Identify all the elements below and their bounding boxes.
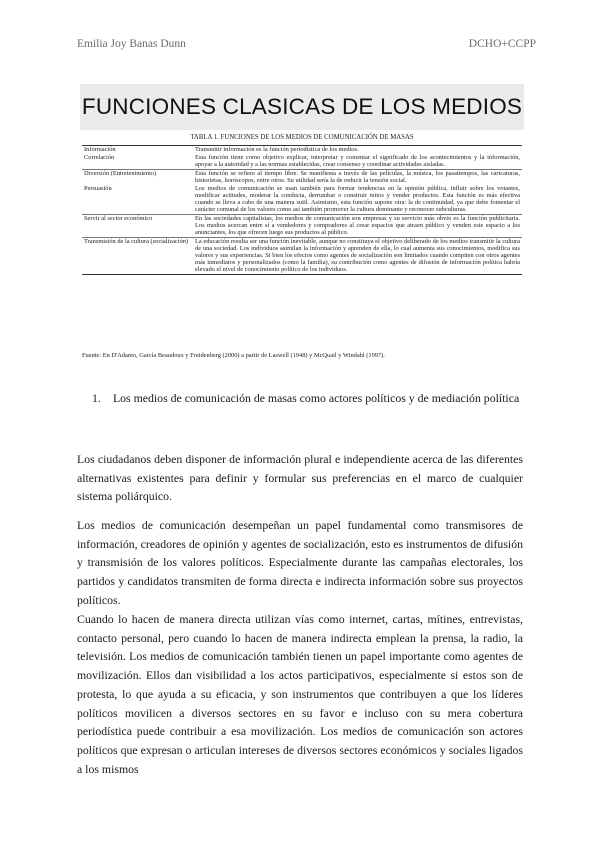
row-text: Los medios de comunicación se usan también para formar tendencias en la opinión pública, influir sobre los votantes, modificar actitudes, moderar la conducta, derrumbar o construir mitos y vender productos. Esta función es más efectiva cuando se lleva a cabo de una manera sutil. Asimismo, esta función supone otra: la de continuidad, ya que debe fomentar el carácter comunal de los valores como así también promover la cultura dominante y reconocer subculturas.: [195, 185, 520, 213]
figure-banner-title: FUNCIONES CLASICAS DE LOS MEDIOS: [81, 94, 523, 119]
table-row: [82, 238, 522, 275]
row-text: Esta función se refiere al tiempo libre. Se manifiesta a través de las películas, la música, los pasatiempos, las caricaturas, historietas, horóscopos, entre otros. Su utilidad sería la de reducir la tensión social.: [195, 170, 520, 184]
section-title: Los medios de comunicación de masas como actores políticos y de mediación política: [112, 391, 520, 405]
row-text: La educación resulta ser una función inevitable, aunque no constituya el objetivo deliberado de los medios transmitir la cultura de una sociedad. Los individuos asimilan la información y aprenden de ella, lo cual aumenta sus conocimientos, modifica sus valores y sus experiencias. Si bien los efectos como agentes de socialización son limitados cuando compiten con otros agentes más inmediatos y personalizados (como la familia), su contribución como agentes de difusión de información política habría elevado el nivel de conocimiento político de los individuos.: [195, 238, 520, 273]
table-row: [82, 146, 522, 155]
row-label: Diversión (Entretenimiento): [82, 170, 193, 186]
row-text: Esta función tiene como objetivo explicar, interpretar y comentar el significado de los acontecimientos y la información, apoyar a la autoridad y a las normas establecidas, crear consenso y coordinar actividades aisladas.: [195, 154, 520, 168]
row-label: Persuasión: [84, 185, 112, 192]
table-row: [82, 170, 522, 186]
header-course: DCHO+CCPP: [468, 38, 536, 50]
functions-table: [82, 145, 522, 275]
section-number: 1.: [92, 391, 101, 405]
paragraph: Los medios de comunicación desempeñan un papel fundamental como transmisores de información, creadores de opinión y agentes de socialización, esto es instrumentos de difusión y transmisión de los valores políticos. Especialmente durante las campañas electorales, los partidos y candidatos transmiten de forma directa e indirecta información sobre sus proyectos políticos.: [77, 518, 523, 607]
row-label: Transmisión de la cultura (socialización): [82, 238, 193, 275]
row-text: Transmitir información es la función periodística de los medios.: [193, 146, 522, 155]
section-heading: [92, 391, 532, 406]
row-label: Correlación: [84, 154, 115, 161]
table-source: Fuente: En D'Adamo, García Beaudoux y Freidenberg (2000) a partir de Laswell (1948) y McQuail y Windahl (1997).: [82, 352, 385, 359]
header-author: Emilia Joy Banas Dunn: [77, 38, 186, 50]
functions-figure: [80, 84, 524, 373]
row-label: Información: [82, 146, 193, 155]
paragraph: Cuando lo hacen de manera directa utilizan vías como internet, cartas, mítines, entrevistas, contacto personal, pero cuando lo hacen de manera indirecta emplean la prensa, la radio, la televisión. Los medios de comunicación también tienen un papel importante como agentes de movilización. Ellos dan visibilidad a los actos participativos, especialmente si estos son de protesta, lo que ayuda a su eficacia, y son instrumentos que contribuyen a que los líderes políticos movilicen a diversos sectores en su favor e incluso con su mera cobertura periodística puede contribuir a esa movilización. Los medios de comunicación son actores políticos que expresan o articulan intereses de diversos sectores económicos y sociales ligados a los mismos: [77, 612, 523, 776]
paragraph: Los ciudadanos deben disponer de información plural e independiente acerca de las diferentes alternativas existentes para definir y formular sus preferencias en el marco de cualquier sistema poliárquico.: [77, 452, 523, 504]
table-row: [82, 185, 522, 215]
row-text: En las sociedades capitalistas, los medios de comunicación son empresas y su servicio más obvio es la función publicitaria. Los medios acercan entre sí a vendedores y compradores al crear espacios que atraen público y venden este espacio a los anunciantes, los que ofrecen luego sus productos al público.: [195, 215, 520, 236]
table-row: [82, 215, 522, 238]
row-label: Servir al sector económico: [82, 215, 193, 238]
table-caption: TABLA 1. FUNCIONES DE LOS MEDIOS DE COMUNICACIÓN DE MASAS: [190, 134, 414, 141]
figure-banner: [80, 84, 524, 130]
table-row: [82, 154, 522, 170]
